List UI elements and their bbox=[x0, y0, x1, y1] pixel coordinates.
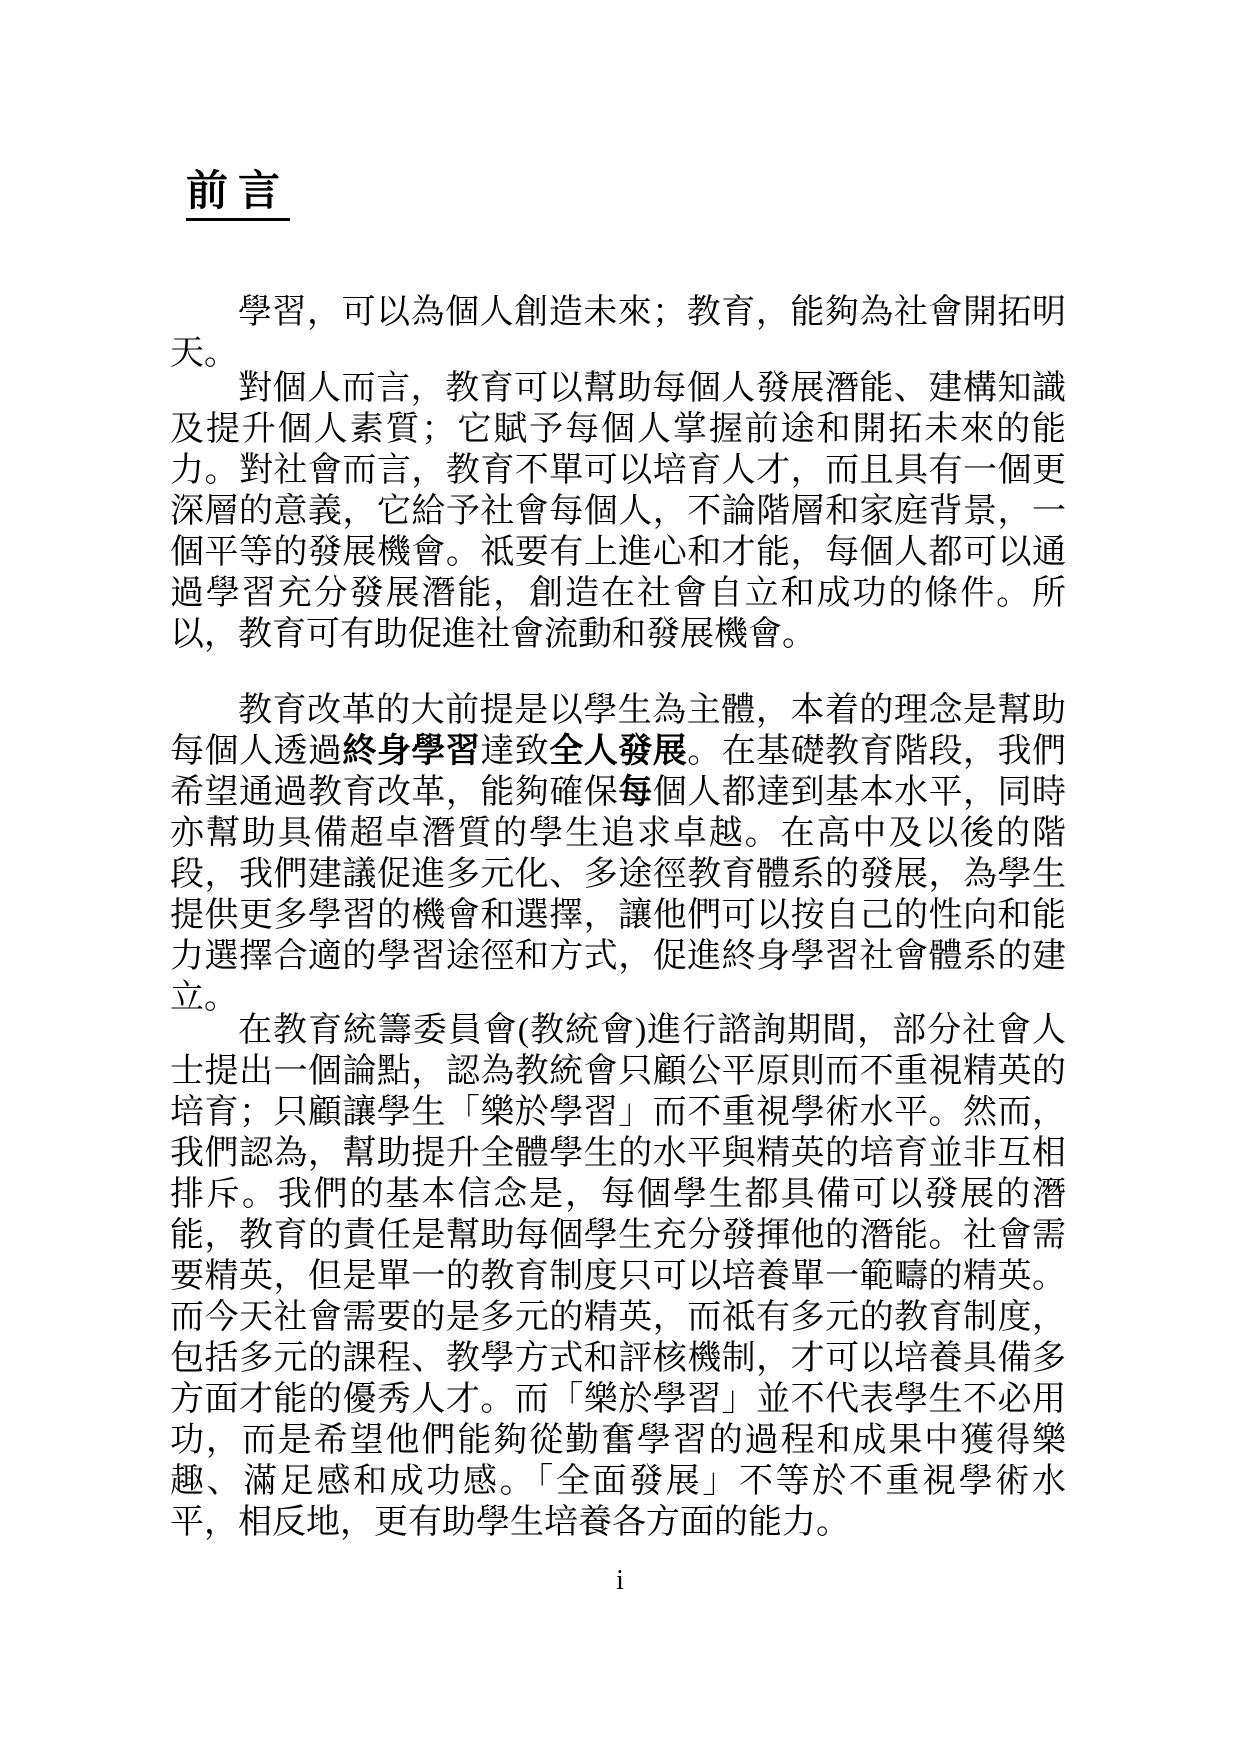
emphasized-text: 全人發展 bbox=[549, 733, 688, 770]
body-text: 達致 bbox=[480, 733, 550, 770]
paragraph-4 bbox=[170, 1010, 1066, 1543]
body-text: 在教育統籌委員會(教統會)進行諮詢期間，部分社會人士提出一個論點，認為教統會只顧公平原則而不重視精英的培育；只顧讓學生「樂於學習」而不重視學術水平。然而，我們認為，幫助提升全體學生的水平與精英的培育並非互相排斥。我們的基本信念是，每個學生都具備可以發展的潛能，教育的責任是幫助每個學生充分發揮他的潛能。社會需要精英，但是單一的教育制度只可以培養單一範疇的精英。而今天社會需要的是多元的精英，而祗有多元的教育制度，包括多元的課程、教學方式和評核機制，才可以培養具備多方面才能的優秀人才。而「樂於學習」並不代表學生不必用功，而是希望他們能夠從勤奮學習的過程和成果中獲得樂趣、滿足感和成功感。「全面發展」不等於不重視學術水平，相反地，更有助學生培養各方面的能力。 bbox=[170, 1012, 1066, 1541]
body-text: 教育改革的大前提是以學生為主體，本着的理念是幫助每個人透過 bbox=[170, 692, 1066, 770]
body-text: 個人都達到基本水平，同時亦幫助具備超卓潛質的學生追求卓越。在高中及以後的階段，我們建議促進多元化、多途徑教育體系的發展，為學生提供更多學習的機會和選擇，讓他們可以按自己的性向和能力選擇合適的學習途徑和方式，促進終身學習社會體系的建立。 bbox=[170, 774, 1067, 1016]
page-title: 前言 bbox=[186, 170, 290, 221]
emphasized-text: 終身學習 bbox=[342, 733, 481, 770]
emphasized-text: 每 bbox=[618, 774, 653, 811]
paragraph-2 bbox=[170, 368, 1066, 655]
body-text: 對個人而言，教育可以幫助每個人發展潛能、建構知識及提升個人素質；它賦予每個人掌握前途和開拓未來的能力。對社會而言，教育不單可以培育人才，而且具有一個更深層的意義，它給予社會每個人，不論階層和家庭背景，一個平等的發展機會。祗要有上進心和才能，每個人都可以通過學習充分發展潛能，創造在社會自立和成功的條件。所以，教育可有助促進社會流動和發展機會。 bbox=[170, 370, 1066, 653]
body-text: 學習，可以為個人創造未來；教育，能夠為社會開拓明天。 bbox=[170, 294, 1066, 372]
body-text: 。在基礎教育階段，我們希望通過教育改革，能夠確保 bbox=[170, 733, 1067, 811]
page-number: i bbox=[616, 1565, 624, 1596]
paragraph-1 bbox=[170, 292, 1066, 374]
paragraph-3 bbox=[170, 690, 1066, 1018]
